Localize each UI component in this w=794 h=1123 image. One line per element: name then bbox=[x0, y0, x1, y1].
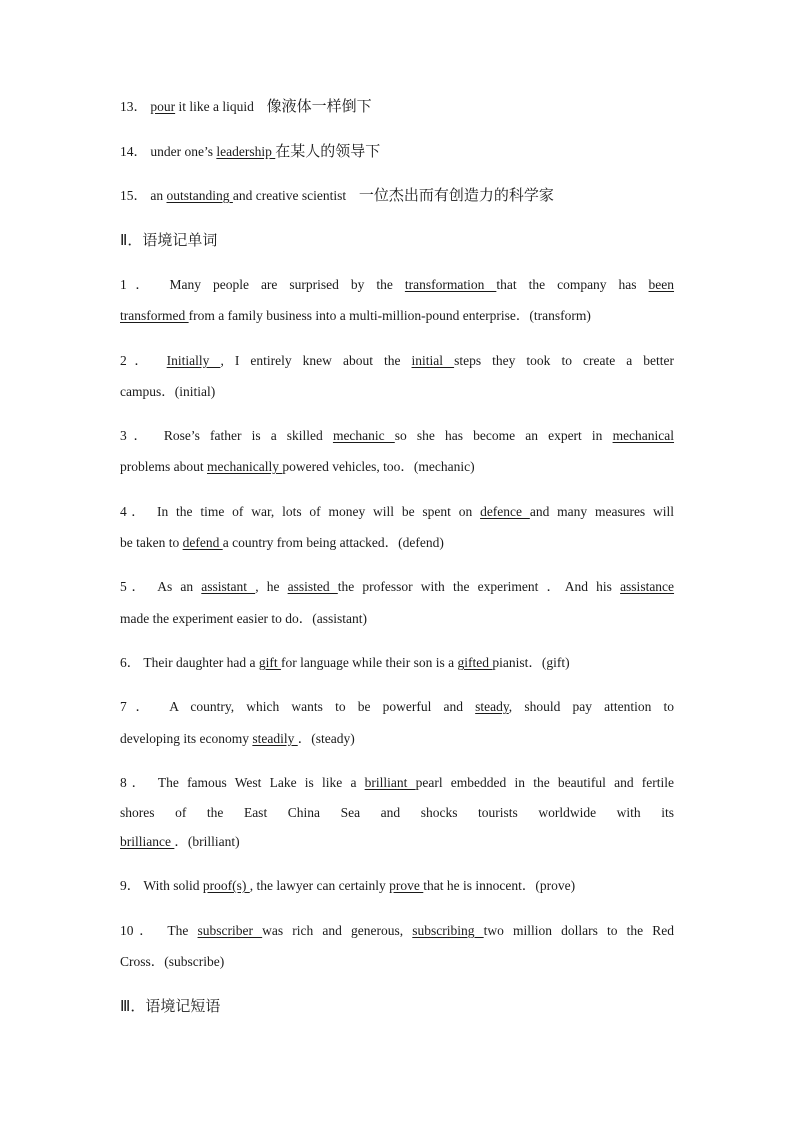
sentence-text: two million dollars to the Red bbox=[483, 923, 675, 938]
item-number: 2． bbox=[120, 353, 156, 368]
sentence-text: shores of the East China Sea and shocks tourists worldwide with its bbox=[120, 805, 674, 820]
sentence-text: be taken to bbox=[120, 535, 180, 550]
answer-blank: mechanic bbox=[332, 428, 395, 443]
answer-blank: assistance bbox=[620, 579, 675, 594]
answer-blank: prove bbox=[389, 878, 424, 893]
sentence-text: ．(steady) bbox=[297, 731, 355, 746]
exercise-item-6 bbox=[120, 653, 674, 673]
sentence-text: The famous West Lake is like a bbox=[157, 775, 357, 790]
sentence-text: from a family business into a multi-million-pound enterprise．(transform) bbox=[188, 308, 591, 323]
sentence-text: problems about bbox=[120, 459, 204, 474]
sentence-text: for language while their son is a bbox=[280, 655, 455, 670]
sentence-text: pianist．(gift) bbox=[492, 655, 570, 670]
answer-blank: Initially bbox=[166, 353, 221, 368]
sentence-text: , should pay attention to bbox=[508, 699, 675, 714]
phrase-item-15 bbox=[120, 185, 674, 206]
answer-blank: subscribing bbox=[412, 923, 484, 938]
sentence-text: , the lawyer can certainly bbox=[249, 878, 386, 893]
sentence-text: Rose’s father is a skilled bbox=[163, 428, 323, 443]
section-heading: Ⅲ．语境记短语 bbox=[120, 997, 221, 1015]
exercise-item-10-cont bbox=[120, 952, 674, 972]
item-number: 15． bbox=[120, 188, 147, 203]
phrase-item-13 bbox=[120, 96, 674, 117]
sentence-text: As an bbox=[157, 579, 194, 594]
answer-blank: pour bbox=[150, 99, 176, 114]
chinese-translation: 像液体一样倒下 bbox=[266, 97, 372, 115]
answer-blank: steady bbox=[475, 699, 509, 714]
answer-blank: steadily bbox=[252, 731, 298, 746]
exercise-item-5 bbox=[120, 577, 674, 597]
answer-blank: mechanically bbox=[207, 459, 283, 474]
exercise-item-2-cont bbox=[120, 382, 674, 402]
sentence-text: Cross．(subscribe) bbox=[120, 954, 225, 969]
answer-blank: outstanding bbox=[166, 188, 233, 203]
sentence-text: powered vehicles, too．(mechanic) bbox=[282, 459, 475, 474]
item-number: 9． bbox=[120, 878, 141, 893]
sentence-text: , I entirely knew about the bbox=[220, 353, 401, 368]
exercise-item-8-cont bbox=[120, 803, 674, 823]
sentence-text: ．(brilliant) bbox=[174, 834, 240, 849]
sentence-text: The bbox=[167, 923, 189, 938]
sentence-text: and many measures will bbox=[529, 504, 675, 519]
phrase-text: it like a liquid bbox=[175, 99, 254, 114]
item-number: 10． bbox=[120, 923, 159, 938]
answer-blank: gift bbox=[258, 655, 281, 670]
exercise-item-3 bbox=[120, 426, 674, 446]
sentence-text: pearl embedded in the beautiful and fertile bbox=[415, 775, 674, 790]
phrase-text: and creative scientist bbox=[232, 188, 347, 203]
sentence-text: so she has become an expert in bbox=[394, 428, 603, 443]
sentence-text: steps they took to create a better bbox=[454, 353, 675, 368]
sentence-text: Many people are surprised by the bbox=[169, 277, 393, 292]
exercise-item-8-cont2 bbox=[120, 832, 674, 852]
answer-blank: initial bbox=[411, 353, 455, 368]
phrase-item-14 bbox=[120, 141, 674, 162]
item-number: 3． bbox=[120, 428, 154, 443]
sentence-text: a country from being attacked．(defend) bbox=[222, 535, 444, 550]
exercise-item-3-cont bbox=[120, 457, 674, 477]
chinese-translation: 在某人的领导下 bbox=[275, 142, 381, 160]
answer-blank: gifted bbox=[457, 655, 493, 670]
answer-blank: brilliance bbox=[120, 834, 175, 849]
answer-blank: subscriber bbox=[197, 923, 263, 938]
sentence-text: With solid bbox=[143, 878, 200, 893]
exercise-item-7 bbox=[120, 697, 674, 717]
item-number: 1． bbox=[120, 277, 158, 292]
phrase-text: under one’s bbox=[150, 144, 217, 159]
phrase-text: an bbox=[150, 188, 167, 203]
answer-blank: mechanical bbox=[612, 428, 675, 443]
answer-blank: proof(s) bbox=[202, 878, 250, 893]
answer-blank: defence bbox=[480, 504, 530, 519]
answer-blank: transformed bbox=[120, 308, 189, 323]
item-number: 8． bbox=[120, 775, 150, 790]
chinese-translation: 一位杰出而有创造力的科学家 bbox=[358, 186, 554, 204]
sentence-text: made the experiment easier to do．(assistant) bbox=[120, 611, 368, 626]
item-number: 5． bbox=[120, 579, 150, 594]
exercise-item-1 bbox=[120, 275, 674, 295]
exercise-item-5-cont bbox=[120, 609, 674, 629]
item-number: 13． bbox=[120, 99, 147, 114]
exercise-item-2 bbox=[120, 351, 674, 371]
answer-blank: transformation bbox=[404, 277, 497, 292]
exercise-item-10 bbox=[120, 921, 674, 941]
sentence-text: , he bbox=[255, 579, 280, 594]
sentence-text: A country, which wants to be powerful and bbox=[169, 699, 464, 714]
sentence-text: In the time of war, lots of money will be spent on bbox=[156, 504, 473, 519]
item-number: 6． bbox=[120, 655, 141, 670]
exercise-item-4-cont bbox=[120, 533, 674, 553]
answer-blank: brilliant bbox=[364, 775, 416, 790]
sentence-text: Their daughter had a bbox=[143, 655, 256, 670]
sentence-text: that he is innocent．(prove) bbox=[423, 878, 576, 893]
sentence-text: that the company has bbox=[496, 277, 637, 292]
item-number: 7． bbox=[120, 699, 158, 714]
sentence-text: developing its economy bbox=[120, 731, 249, 746]
answer-blank: assistant bbox=[201, 579, 256, 594]
exercise-item-4 bbox=[120, 502, 674, 522]
answer-blank: been bbox=[648, 277, 675, 292]
answer-blank: leadership bbox=[216, 144, 276, 159]
sentence-text: the professor with the experiment ．And his bbox=[337, 579, 612, 594]
item-number: 4． bbox=[120, 504, 150, 519]
answer-blank: assisted bbox=[287, 579, 338, 594]
sentence-text: was rich and generous, bbox=[262, 923, 404, 938]
exercise-item-9 bbox=[120, 876, 674, 896]
sentence-text: campus．(initial) bbox=[120, 384, 216, 399]
answer-blank: defend bbox=[182, 535, 223, 550]
section-heading: Ⅱ．语境记单词 bbox=[120, 231, 218, 249]
item-number: 14． bbox=[120, 144, 147, 159]
exercise-item-7-cont bbox=[120, 729, 674, 749]
exercise-item-8 bbox=[120, 773, 674, 793]
exercise-item-1-cont bbox=[120, 306, 674, 326]
